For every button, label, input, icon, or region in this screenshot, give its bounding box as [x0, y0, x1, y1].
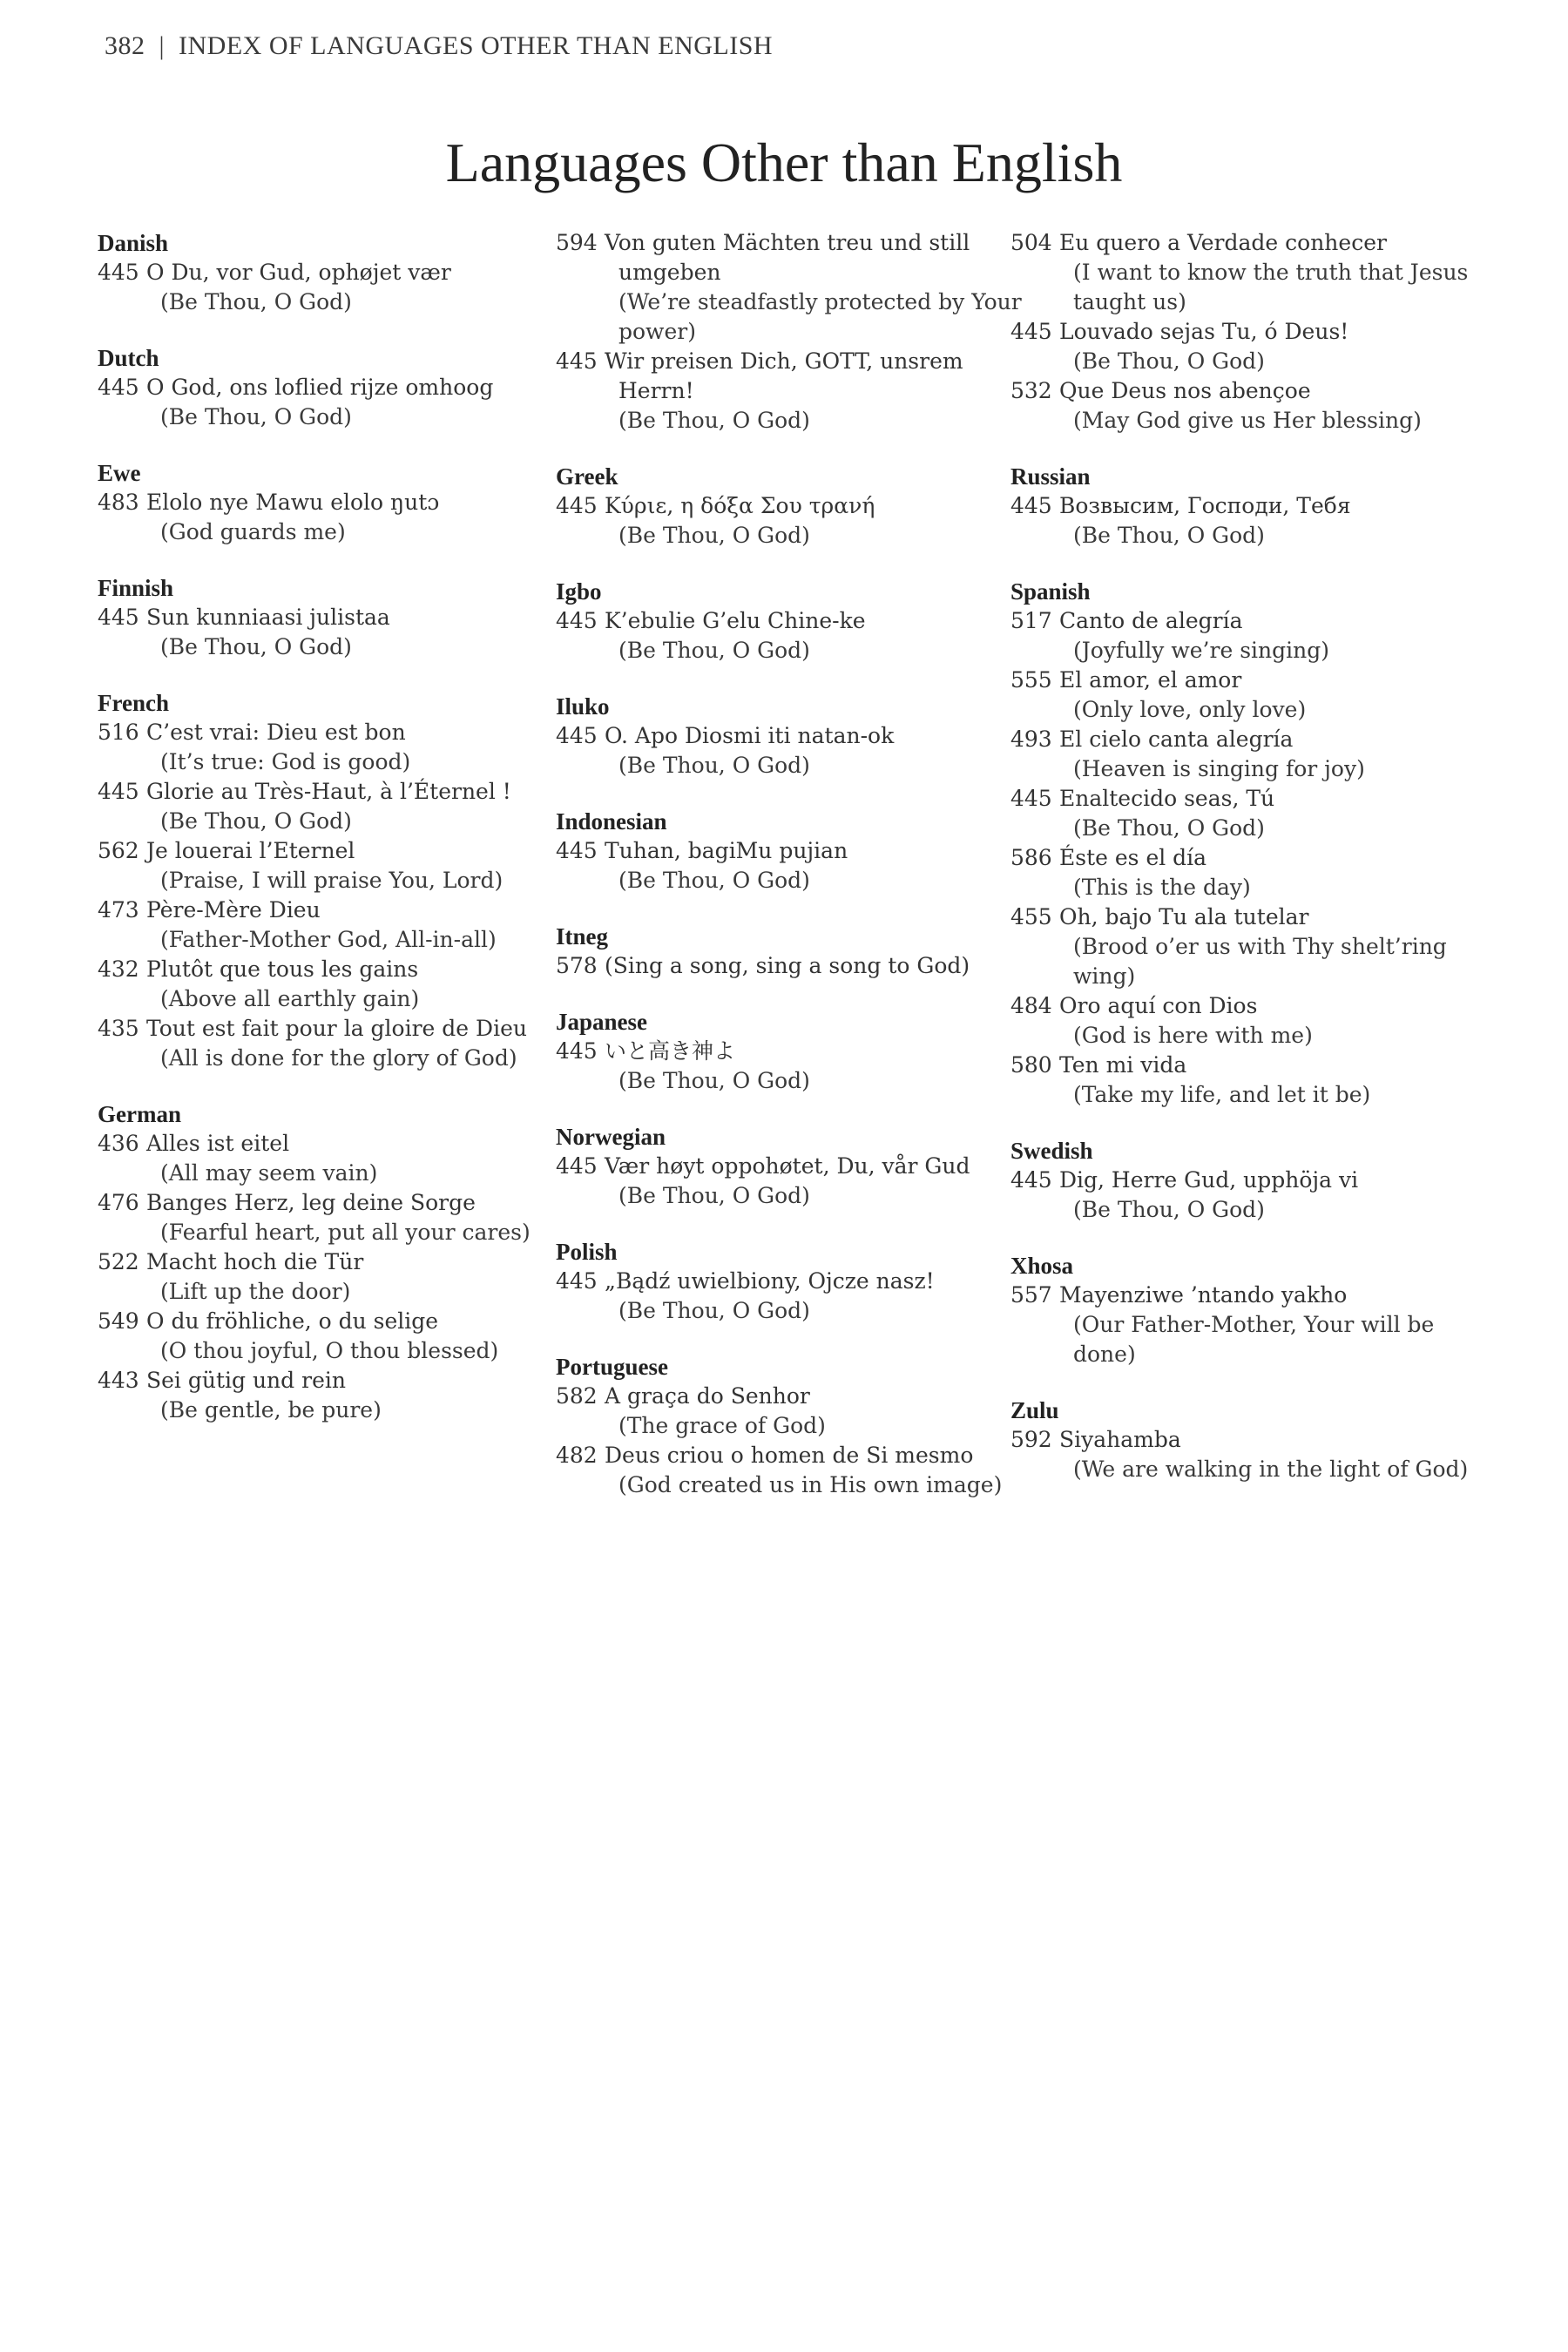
language-section: [556, 807, 1026, 896]
language-section: [98, 1099, 568, 1425]
hymn-number: 476: [98, 1190, 139, 1215]
hymn-translation: (Be Thou, O God): [618, 868, 810, 893]
hymn-translation: (All may seem vain): [160, 1160, 378, 1186]
hymn-entry: [98, 1247, 568, 1307]
hymn-line: [1010, 666, 1481, 695]
hymn-number: 445: [556, 838, 598, 863]
hymn-title: Père-Mère Dieu: [146, 897, 321, 923]
hymn-translation: (Our Father-Mother, Your will be done): [1073, 1312, 1435, 1367]
hymn-line: [98, 373, 568, 402]
hymn-line: [1010, 376, 1481, 406]
hymn-line: [98, 1307, 568, 1336]
hymn-title: (Sing a song, sing a song to God): [605, 953, 970, 978]
language-section: [556, 1007, 1026, 1096]
hymn-entry: [1010, 1425, 1481, 1484]
language-heading: Zulu: [1010, 1397, 1059, 1423]
language-section: [98, 573, 568, 662]
hymn-translation: (God created us in His own image): [618, 1472, 1003, 1497]
hymn-number: 445: [556, 1268, 598, 1294]
hymn-line: [98, 1129, 568, 1159]
hymn-number: 532: [1010, 378, 1052, 403]
hymn-entry: [1010, 228, 1481, 317]
language-heading: Greek: [556, 463, 618, 490]
hymn-translation: (Lift up the door): [160, 1279, 351, 1304]
hymn-title: O Du, vor Gud, ophøjet vær: [146, 260, 451, 285]
hymn-title: Wir preisen Dich, GOTT, unsrem Herrn!: [605, 348, 963, 403]
header-separator: |: [159, 31, 166, 60]
hymn-entry: [98, 1188, 568, 1247]
hymn-number: 483: [98, 490, 139, 515]
language-heading: Spanish: [1010, 578, 1091, 605]
hymn-translation: (Heaven is singing for joy): [1073, 756, 1365, 781]
hymn-translation: (Only love, only love): [1073, 697, 1307, 722]
hymn-number: 493: [1010, 727, 1052, 752]
hymn-title: Éste es el día: [1059, 845, 1207, 870]
hymn-translation: (Praise, I will praise You, Lord): [160, 868, 504, 893]
hymn-line: [98, 603, 568, 632]
hymn-line: [98, 955, 568, 984]
language-section: [1010, 577, 1481, 1110]
hymn-title: Vær høyt oppohøtet, Du, vår Gud: [605, 1153, 970, 1179]
hymn-title: Dig, Herre Gud, upphöja vi: [1059, 1167, 1359, 1193]
hymn-line: [556, 836, 1026, 866]
language-heading: Indonesian: [556, 808, 667, 835]
hymn-title: Deus criou o homen de Si mesmo: [605, 1443, 974, 1468]
hymn-entry: [98, 777, 568, 836]
language-section: [1010, 462, 1481, 551]
hymn-entry: [556, 1037, 1026, 1096]
hymn-number: 443: [98, 1368, 139, 1393]
hymn-number: 555: [1010, 667, 1052, 693]
hymn-entry: [1010, 902, 1481, 991]
hymn-translation: (God guards me): [160, 519, 346, 544]
hymn-entry: [556, 836, 1026, 896]
hymn-number: 445: [98, 605, 139, 630]
hymn-line: [98, 1014, 568, 1044]
hymn-line: [1010, 784, 1481, 814]
hymn-number: 582: [556, 1383, 598, 1409]
hymn-entry: [1010, 843, 1481, 902]
hymn-line: [1010, 491, 1481, 521]
hymn-entry: [98, 373, 568, 432]
page-title: Languages Other than English: [445, 132, 1123, 193]
hymn-number: 504: [1010, 230, 1052, 255]
language-heading: Norwegian: [556, 1124, 666, 1150]
hymn-line: [1010, 317, 1481, 347]
hymn-entry: [98, 488, 568, 547]
hymn-title: Elolo nye Mawu elolo ŋutɔ: [146, 490, 440, 515]
hymn-title: Oh, bajo Tu ala tutelar: [1059, 904, 1309, 929]
language-heading: Japanese: [556, 1009, 648, 1035]
hymn-line: [556, 1152, 1026, 1181]
hymn-title: Enaltecido seas, Tú: [1059, 786, 1275, 811]
hymn-entry: [1010, 1166, 1481, 1225]
hymn-entry: [556, 951, 1026, 981]
hymn-translation: (Be Thou, O God): [618, 1068, 810, 1093]
language-section: [556, 922, 1026, 981]
hymn-line: [1010, 725, 1481, 754]
hymn-title: Tuhan, bagiMu pujian: [605, 838, 848, 863]
hymn-title: „Bądź uwielbiony, Ojcze nasz!: [605, 1268, 935, 1294]
hymn-number: 586: [1010, 845, 1052, 870]
hymn-translation: (Father-Mother God, All-in-all): [160, 927, 497, 952]
language-heading: German: [98, 1101, 181, 1127]
hymn-line: [556, 721, 1026, 751]
hymn-title: Macht hoch die Tür: [146, 1249, 364, 1274]
language-heading: French: [98, 690, 169, 716]
hymn-number: 445: [556, 493, 598, 518]
hymn-translation: (It’s true: God is good): [160, 749, 411, 774]
hymn-entry: [556, 1382, 1026, 1441]
hymn-line: [556, 1267, 1026, 1296]
hymn-entry: [98, 1366, 568, 1425]
hymn-entry: [1010, 1281, 1481, 1369]
hymn-translation: (This is the day): [1073, 875, 1251, 900]
hymn-entry: [556, 721, 1026, 781]
language-section: [1010, 1136, 1481, 1225]
hymn-line: [556, 1441, 1026, 1470]
hymn-title: O du fröhliche, o du selige: [146, 1308, 439, 1334]
hymn-translation: (Be Thou, O God): [618, 523, 810, 548]
hymn-entry: [98, 718, 568, 777]
hymn-number: 445: [556, 348, 598, 374]
hymn-translation: (Be Thou, O God): [160, 404, 352, 429]
hymn-entry: [1010, 725, 1481, 784]
hymn-line: [1010, 1051, 1481, 1080]
hymn-entry: [98, 836, 568, 896]
hymn-translation: (Be Thou, O God): [160, 808, 352, 834]
hymn-translation: (Be Thou, O God): [618, 638, 810, 663]
hymn-translation: (Brood o’er us with Thy shelt’ring wing): [1073, 934, 1447, 989]
language-section: [1010, 1396, 1481, 1484]
hymn-title: Sei gütig und rein: [146, 1368, 346, 1393]
language-heading: Itneg: [556, 923, 608, 950]
hymn-number: 445: [1010, 319, 1052, 344]
hymn-number: 578: [556, 953, 598, 978]
hymn-number: 484: [1010, 993, 1052, 1018]
hymn-number: 445: [1010, 786, 1052, 811]
language-heading: Danish: [98, 230, 169, 256]
hymn-entry: [1010, 666, 1481, 725]
hymn-number: 445: [556, 608, 598, 633]
hymn-line: [98, 1188, 568, 1218]
hymn-title: Oro aquí con Dios: [1059, 993, 1258, 1018]
index-column-2: [556, 228, 1026, 1526]
language-section: [1010, 1251, 1481, 1369]
hymn-entry: [98, 1129, 568, 1188]
hymn-line: [1010, 1166, 1481, 1195]
hymn-translation: (Fearful heart, put all your cares): [160, 1220, 531, 1245]
hymn-translation: (Be Thou, O God): [160, 634, 352, 659]
hymn-line: [98, 1366, 568, 1396]
language-section: [98, 228, 568, 317]
hymn-translation: (God is here with me): [1073, 1023, 1313, 1048]
hymn-title: Plutôt que tous les gains: [146, 956, 419, 982]
language-heading: Dutch: [98, 345, 159, 371]
hymn-number: 482: [556, 1443, 598, 1468]
running-title: INDEX OF LANGUAGES OTHER THAN ENGLISH: [179, 31, 774, 60]
language-section: [556, 1237, 1026, 1326]
hymn-title: Ten mi vida: [1059, 1052, 1187, 1078]
hymn-entry: [556, 228, 1026, 347]
hymn-line: [1010, 991, 1481, 1021]
hymn-entry: [1010, 376, 1481, 436]
hymn-title: Sun kunniaasi julistaa: [146, 605, 390, 630]
hymn-number: 436: [98, 1131, 139, 1156]
hymn-translation: (Be Thou, O God): [1073, 348, 1265, 374]
hymn-number: 592: [1010, 1427, 1052, 1452]
hymn-title: Siyahamba: [1059, 1427, 1181, 1452]
index-column-1: [98, 228, 568, 1451]
hymn-translation: (I want to know the truth that Jesus taught us): [1073, 260, 1469, 314]
language-heading: Iluko: [556, 693, 610, 720]
language-section: [556, 1352, 1026, 1500]
language-heading: Swedish: [1010, 1138, 1093, 1164]
hymn-number: 445: [556, 723, 598, 748]
hymn-line: [1010, 1281, 1481, 1310]
hymn-translation: (The grace of God): [618, 1413, 826, 1438]
language-section: [556, 1122, 1026, 1211]
hymn-number: 445: [556, 1038, 598, 1064]
hymn-number: 562: [98, 838, 139, 863]
hymn-title: Возвысим, Господи, Тебя: [1059, 493, 1351, 518]
hymn-number: 594: [556, 230, 598, 255]
hymn-line: [98, 777, 568, 807]
hymn-line: [1010, 606, 1481, 636]
hymn-translation: (May God give us Her blessing): [1073, 408, 1422, 433]
hymn-line: [1010, 1425, 1481, 1455]
hymn-number: 445: [98, 779, 139, 804]
language-section: [98, 688, 568, 1073]
hymn-line: [1010, 843, 1481, 873]
hymn-number: 557: [1010, 1282, 1052, 1308]
hymn-entry: [1010, 784, 1481, 843]
hymn-translation: (Above all earthly gain): [160, 986, 420, 1011]
hymn-title: Tout est fait pour la gloire de Dieu: [146, 1016, 527, 1041]
hymn-number: 473: [98, 897, 139, 923]
language-heading: Portuguese: [556, 1354, 668, 1380]
hymn-entry: [1010, 317, 1481, 376]
hymn-translation: (We are walking in the light of God): [1073, 1456, 1469, 1482]
hymn-translation: (Be Thou, O God): [618, 1183, 810, 1208]
hymn-entry: [1010, 991, 1481, 1051]
hymn-number: 432: [98, 956, 139, 982]
language-heading: Polish: [556, 1239, 618, 1265]
language-heading: Igbo: [556, 578, 602, 605]
hymn-entry: [98, 603, 568, 662]
language-section: [556, 577, 1026, 666]
language-section: [556, 692, 1026, 781]
hymn-number: 549: [98, 1308, 139, 1334]
page-number: 382: [105, 31, 145, 60]
hymn-title: Je louerai l’Eternel: [146, 838, 355, 863]
hymn-number: 516: [98, 720, 139, 745]
hymn-title: O God, ons loflied rijze omhoog: [146, 375, 494, 400]
hymn-line: [98, 258, 568, 287]
hymn-entry: [556, 1441, 1026, 1500]
hymn-line: [556, 1037, 1026, 1066]
running-head: [105, 31, 773, 61]
hymn-title: A graça do Senhor: [605, 1383, 810, 1409]
hymn-translation: (Be Thou, O God): [1073, 815, 1265, 841]
hymn-line: [98, 488, 568, 517]
hymn-entry: [1010, 1051, 1481, 1110]
hymn-entry: [98, 1307, 568, 1366]
hymn-line: [98, 718, 568, 747]
hymn-translation: (Be Thou, O God): [1073, 523, 1265, 548]
hymn-number: 445: [1010, 493, 1052, 518]
hymn-entry: [1010, 606, 1481, 666]
hymn-number: 445: [98, 375, 139, 400]
hymn-translation: (Be gentle, be pure): [160, 1397, 382, 1423]
hymn-translation: (Take my life, and let it be): [1073, 1082, 1371, 1107]
hymn-entry: [98, 258, 568, 317]
hymn-entry: [556, 1152, 1026, 1211]
hymn-line: [556, 951, 1026, 981]
hymn-line: [556, 347, 1026, 406]
language-heading: Russian: [1010, 463, 1091, 490]
language-heading: Xhosa: [1010, 1253, 1074, 1279]
hymn-title: Alles ist eitel: [146, 1131, 290, 1156]
language-heading: Ewe: [98, 460, 141, 486]
hymn-title: Κύριε, η δόξα Σου τρανή: [605, 493, 875, 518]
hymn-title: O. Apo Diosmi iti natan-ok: [605, 723, 895, 748]
hymn-number: 435: [98, 1016, 139, 1041]
hymn-title: El amor, el amor: [1059, 667, 1242, 693]
hymn-translation: (Be Thou, O God): [160, 289, 352, 314]
hymn-number: 445: [98, 260, 139, 285]
hymn-number: 455: [1010, 904, 1052, 929]
hymn-number: 580: [1010, 1052, 1052, 1078]
hymn-line: [556, 228, 1026, 287]
hymn-entry: [98, 1014, 568, 1073]
hymn-number: 445: [556, 1153, 598, 1179]
language-section: [556, 228, 1026, 436]
hymn-translation: (Joyfully we’re singing): [1073, 638, 1329, 663]
hymn-line: [98, 836, 568, 866]
index-column-3: [1010, 228, 1481, 1511]
hymn-entry: [556, 1267, 1026, 1326]
language-section: [98, 458, 568, 547]
hymn-line: [1010, 228, 1481, 258]
hymn-line: [556, 1382, 1026, 1411]
hymn-translation: (Be Thou, O God): [1073, 1197, 1265, 1222]
hymn-number: 517: [1010, 608, 1052, 633]
hymn-entry: [98, 955, 568, 1014]
hymn-title: Canto de alegría: [1059, 608, 1243, 633]
hymn-translation: (All is done for the glory of God): [160, 1045, 517, 1071]
hymn-entry: [556, 606, 1026, 666]
hymn-line: [98, 896, 568, 925]
hymn-translation: (We’re steadfastly protected by Your power): [618, 289, 1022, 344]
hymn-translation: (O thou joyful, O thou blessed): [160, 1338, 499, 1363]
hymn-entry: [1010, 491, 1481, 551]
hymn-translation: (Be Thou, O God): [618, 408, 810, 433]
hymn-translation: (Be Thou, O God): [618, 753, 810, 778]
language-section: [556, 462, 1026, 551]
hymn-title: Glorie au Très-Haut, à l’Éternel !: [146, 779, 511, 804]
hymn-title: Louvado sejas Tu, ó Deus!: [1059, 319, 1349, 344]
hymn-title: Von guten Mächten treu und still umgeben: [605, 230, 970, 285]
hymn-title: C’est vrai: Dieu est bon: [146, 720, 406, 745]
hymn-line: [1010, 902, 1481, 932]
hymn-line: [98, 1247, 568, 1277]
hymn-title: El cielo canta alegría: [1059, 727, 1294, 752]
hymn-translation: (Be Thou, O God): [618, 1298, 810, 1323]
hymn-title: Banges Herz, leg deine Sorge: [146, 1190, 476, 1215]
hymn-title: K’ebulie G’elu Chine-ke: [605, 608, 866, 633]
hymn-entry: [98, 896, 568, 955]
language-section: [1010, 228, 1481, 436]
hymn-title: いと高き神よ: [605, 1038, 736, 1064]
language-section: [98, 343, 568, 432]
hymn-entry: [556, 347, 1026, 436]
hymn-entry: [556, 491, 1026, 551]
hymn-line: [556, 606, 1026, 636]
hymn-title: Mayenziwe ’ntando yakho: [1059, 1282, 1348, 1308]
hymn-title: Eu quero a Verdade conhecer: [1059, 230, 1387, 255]
hymn-number: 522: [98, 1249, 139, 1274]
hymn-number: 445: [1010, 1167, 1052, 1193]
language-heading: Finnish: [98, 575, 174, 601]
hymn-line: [556, 491, 1026, 521]
hymn-title: Que Deus nos abençoe: [1059, 378, 1311, 403]
